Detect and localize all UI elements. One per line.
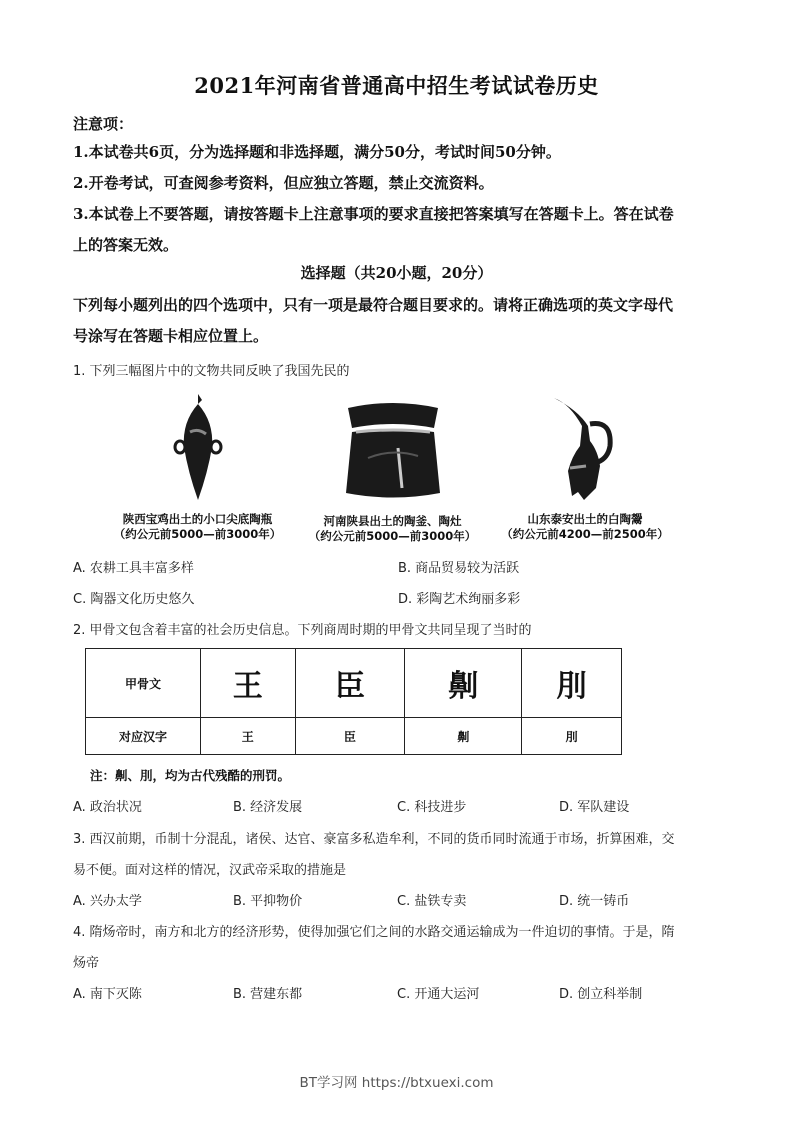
figure-1-date: （约公元前5000—前3000年） xyxy=(113,527,282,541)
row-header-chars: 对应汉字 xyxy=(86,718,201,755)
figure-1 xyxy=(105,392,290,542)
question-4-stem-1: 4. 隋炀帝时，南方和北方的经济形势，使得加强它们之间的水路交通运输成为一件迫切的事情。于是，隋 xyxy=(73,925,675,940)
notice-item-1: 1.本试卷共6页，分为选择题和非选择题，满分50分，考试时间50分钟。 xyxy=(73,143,561,161)
question-1-stem: 1. 下列三幅图片中的文物共同反映了我国先民的 xyxy=(73,364,350,379)
figure-3-date: （约公元前4200—前2500年） xyxy=(501,527,669,541)
figure-2 xyxy=(300,398,485,544)
q4-option-b[interactable]: B. 营建东都 xyxy=(233,987,303,1002)
char-cell: 劓 xyxy=(405,718,522,755)
table-row-oracle xyxy=(86,649,622,718)
figure-3 xyxy=(495,396,675,542)
question-3-stem-1: 3. 西汉前期，币制十分混乱，诸侯、达官、豪富多私造牟利，不同的货币同时流通于市场，折算困难，交 xyxy=(73,832,675,847)
question-2-stem: 2. 甲骨文包含着丰富的社会历史信息。下列商周时期的甲骨文共同呈现了当时的 xyxy=(73,623,532,638)
section-title: 选择题（共20小题，20分） xyxy=(300,264,493,282)
white-pottery-gui-pitcher-icon xyxy=(550,396,620,502)
q2-option-a[interactable]: A. 政治状况 xyxy=(73,800,142,815)
q1-option-d[interactable]: D. 彩陶艺术绚丽多彩 xyxy=(398,592,521,607)
section-instruction-2: 号涂写在答题卡相应位置上。 xyxy=(73,327,269,345)
table-row-chars xyxy=(86,718,622,755)
q4-option-d[interactable]: D. 创立科举制 xyxy=(559,987,643,1002)
footer-watermark-link[interactable]: BT学习网 https://btxuexi.com xyxy=(299,1075,494,1091)
notice-heading: 注意项： xyxy=(73,115,134,133)
row-header-oracle: 甲骨文 xyxy=(86,649,201,718)
char-cell: 王 xyxy=(200,718,295,755)
pottery-cauldron-stove-icon xyxy=(338,398,448,502)
q3-option-c[interactable]: C. 盐铁专卖 xyxy=(397,894,467,909)
q1-option-a[interactable]: A. 农耕工具丰富多样 xyxy=(73,561,194,576)
table-note: 注：劓、刖，均为古代残酷的刑罚。 xyxy=(90,768,291,783)
q3-option-d[interactable]: D. 统一铸币 xyxy=(559,894,630,909)
q2-option-b[interactable]: B. 经济发展 xyxy=(233,800,303,815)
q3-option-a[interactable]: A. 兴办太学 xyxy=(73,894,142,909)
char-cell: 刖 xyxy=(522,718,622,755)
notice-item-3-cont: 上的答案无效。 xyxy=(73,236,179,254)
notice-item-3: 3.本试卷上不要答题，请按答题卡上注意事项的要求直接把答案填写在答题卡上。答在试卷 xyxy=(73,205,674,223)
oracle-glyph-chen-icon: 臣 xyxy=(334,669,365,704)
oracle-glyph-yue-icon: 刖 xyxy=(556,669,587,704)
q2-option-d[interactable]: D. 军队建设 xyxy=(559,800,630,815)
q4-option-a[interactable]: A. 南下灭陈 xyxy=(73,987,142,1002)
figure-1-caption: 陕西宝鸡出土的小口尖底陶瓶 xyxy=(122,512,273,526)
section-instruction-1: 下列每小题列出的四个选项中，只有一项是最符合题目要求的。请将正确选项的英文字母代 xyxy=(73,296,674,314)
notice-item-2: 2.开卷考试，可查阅参考资料，但应独立答题，禁止交流资料。 xyxy=(73,174,494,192)
q3-option-b[interactable]: B. 平抑物价 xyxy=(233,894,303,909)
oracle-bone-table xyxy=(85,648,622,755)
q4-option-c[interactable]: C. 开通大运河 xyxy=(397,987,480,1002)
figure-2-date: （约公元前5000—前3000年） xyxy=(308,529,477,543)
char-cell: 臣 xyxy=(295,718,405,755)
q2-option-c[interactable]: C. 科技进步 xyxy=(397,800,467,815)
oracle-glyph-yi-icon: 劓 xyxy=(448,669,479,704)
question-3-stem-2: 易不便。面对这样的情况，汉武帝采取的措施是 xyxy=(73,863,347,878)
pointed-bottom-pottery-bottle-icon xyxy=(168,392,228,502)
q1-option-b[interactable]: B. 商品贸易较为活跃 xyxy=(398,561,520,576)
exam-title: 2021年河南省普通高中招生考试试卷历史 xyxy=(194,73,599,98)
figure-3-caption: 山东泰安出土的白陶鬶 xyxy=(527,512,643,526)
question-4-stem-2: 炀帝 xyxy=(73,956,100,971)
q1-option-c[interactable]: C. 陶器文化历史悠久 xyxy=(73,592,195,607)
figure-2-caption: 河南陕县出土的陶釜、陶灶 xyxy=(323,514,462,528)
oracle-glyph-wang-icon: 王 xyxy=(232,669,263,704)
